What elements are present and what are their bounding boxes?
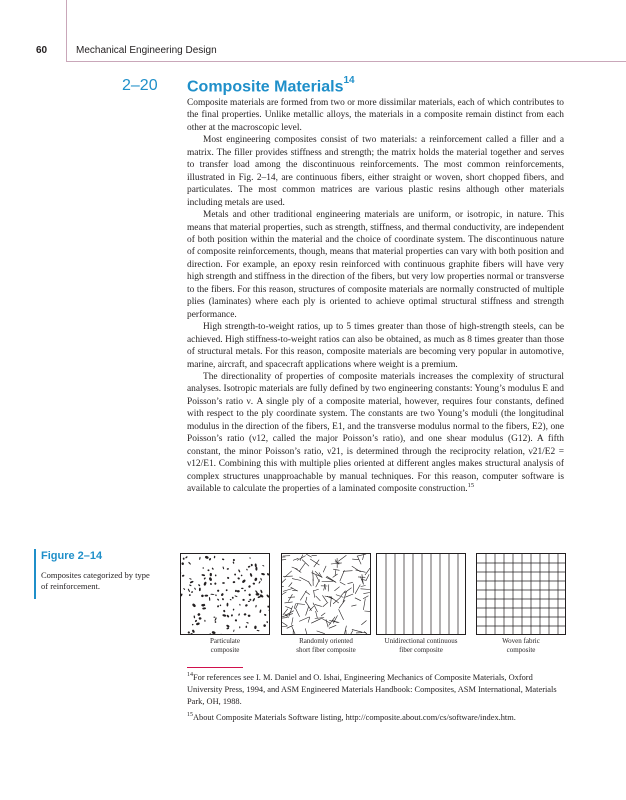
particle [266,594,270,598]
short-fiber [361,589,372,590]
particle [252,582,255,584]
particle [252,598,255,602]
particle [204,620,205,622]
short-fiber [351,605,356,606]
short-fiber [315,618,324,619]
particle [207,569,209,571]
particle [267,605,269,607]
short-fiber [306,606,309,615]
particle [181,572,182,575]
particle [192,629,196,633]
short-fiber [329,625,336,628]
footnote-rule [187,667,243,668]
short-fiber [328,585,329,592]
particle [233,629,235,632]
particle [201,574,205,577]
particle [205,595,209,597]
particle [227,577,230,580]
short-fiber [344,588,351,593]
particle [222,582,225,584]
footnote-text: About Composite Materials Software listing, http://composite.about.com/cs/software/index.htm. [193,712,516,722]
particle [259,609,261,613]
panel-label-line: Woven fabric [502,637,540,645]
particulate-pattern [181,554,270,635]
particle [199,588,201,592]
short-fiber [350,630,353,634]
paragraph: Metals and other traditional engineering materials are uniform, or isotropic, in nature. This means that material properties, such as strength, stiffness, and thermal conductivity, are independent of both position within the material and the choice of coordinate system. The discontinuous nature of composite reinforcements, though, means that material properties can vary with both position and direction. For example, an epoxy resin reinforced with continuous graphite fibers will have very high strength and stiffness in the direction of the fibers, but very low properties normal or transverse to the fibers. For this reason, structures of composite materials are normally constructed of multiple plies (laminates) where each ply is oriented to achieve optimal structural stiffness and strength performance. [187,210,564,320]
short-fiber [288,597,295,598]
short-fiber [289,606,293,617]
particle [210,594,214,595]
particle [201,594,204,597]
particle [188,562,191,565]
short-fiber [292,626,296,635]
particle [210,583,213,586]
particle [248,565,251,567]
footnote-mark: 15 [187,711,193,718]
particle [222,614,226,617]
particle [255,567,257,571]
short-fiber [365,567,371,576]
particle [213,617,215,618]
particle [263,624,266,627]
particle [189,578,192,580]
particle [238,613,240,616]
particle [226,614,229,617]
particle [244,590,246,592]
particle [268,609,270,612]
particle [246,569,248,571]
particle [199,557,201,560]
footnote-mark: 15 [467,481,475,489]
short-fiber [282,618,287,619]
short-fiber [295,569,301,573]
particle [226,627,229,630]
particle [238,569,241,572]
particle [222,566,224,569]
section-number: 2–20 [122,77,158,94]
short-fiber [306,554,312,557]
particle [181,593,183,596]
short-fiber [364,632,371,636]
particle [248,593,251,596]
particle [193,615,195,618]
short-fiber [283,576,293,577]
particle [264,614,267,617]
short-fiber [282,626,287,627]
panel-label-line: short fiber composite [296,646,356,654]
short-fiber [285,606,291,608]
short-fiber [314,589,319,591]
short-fiber [363,596,368,599]
particle [248,601,250,602]
panel-label-woven [461,637,581,655]
short-fiber [294,604,295,609]
particle [256,630,259,632]
panel-label-line: composite [210,646,240,654]
short-fiber [352,566,361,572]
short-fiber [289,583,293,587]
panel-label-line: Particulate [210,637,240,645]
panel-label-line: Randomly oriented [299,637,353,645]
particle [234,595,237,597]
page-number: 60 [36,45,48,56]
short-fiber [315,604,322,606]
panel-label-line: fiber composite [399,646,443,654]
woven-fabric-pattern [477,554,566,635]
unidirectional-fiber-pattern [377,554,466,635]
short-fiber [321,613,325,616]
particle [187,631,190,634]
particle [222,558,225,560]
particle [267,573,270,576]
short-fiber [313,603,318,612]
short-fiber [361,621,366,625]
particle [242,579,247,584]
paragraph: High strength-to-weight ratios, up to 5 times greater than those of high-strength steels, can be achieved. High stiffness-to-weight ratios can also be obtained, as much as 8 times greater than those of structural metals. For this reason, composite materials are becoming very popular in automotive, marine, aircraft, and spacecraft applications where weight is a premium. [187,322,564,370]
particle [246,622,249,624]
short-fiber [341,591,346,596]
short-fiber [366,574,369,580]
particle [254,626,257,630]
short-fiber [288,594,292,601]
particle [209,597,211,601]
short-fiber [339,609,344,620]
short-fiber [323,566,326,572]
short-fiber [282,592,286,598]
short-fiber [348,582,353,583]
paragraph-text: The directionality of properties of composite materials increases the complexity of structural analyses. Isotropic materials are fully defined by two engineering constants: Young’s modulus E and Poisson’s ratio ν. A single ply of a composite material, however, requires four constants, defined with respect to the ply coordinate system. The constants are two Young’s moduli (the longitudinal modulus in the direction of the fibers, E1, and the transverse modulus normal to the fibers, E2), one Poisson’s ratio (ν12, called the major Poisson’s ratio), and one shear modulus (G12). A fifth constant, the minor Poisson’s ratio, ν21, is determined through the reciprocity relation, ν21/E2 = ν12/E1. Combining this with multiple plies oriented at different angles makes structural analysis of complex structures unapproachable by manual techniques. For this reason, computer software is available to calculate the properties of a laminated composite construction. [187,371,564,495]
particle [194,587,196,590]
particle [244,613,247,616]
short-fiber [361,586,366,587]
unidirectional-fiber-composite-illustration [376,553,466,635]
short-fiber [314,590,315,598]
short-fiber [352,629,362,632]
particle [214,617,217,621]
particle [241,588,244,589]
particle [260,590,263,594]
particle [222,598,225,601]
short-fiber [360,577,363,585]
particle [214,582,217,585]
short-fiber [299,617,309,622]
footnote-15 [187,712,567,724]
particle [251,564,253,567]
particle [215,574,217,576]
particle [235,590,238,593]
figure-accent-bar [34,549,36,599]
short-fiber [292,579,301,581]
section-title-footnote-mark: 14 [343,75,355,86]
particle [241,574,243,576]
short-fiber [338,555,346,561]
particle [203,577,206,580]
particle [232,596,235,599]
particle [233,581,236,583]
short-fiber [282,557,285,558]
particle [214,621,216,623]
particle [212,631,216,635]
short-fiber [292,567,298,569]
short-fiber [282,622,287,625]
short-fiber [308,582,311,587]
section-title [187,77,355,96]
short-fiber [316,611,318,618]
header-horizontal-rule [66,61,626,62]
particle [209,577,213,581]
short-fiber [358,556,362,564]
particle [266,621,268,623]
particle [205,555,209,559]
paragraph [187,371,564,496]
short-fiber [292,618,293,625]
short-fiber [323,602,328,607]
header-vertical-rule [66,0,67,62]
particle [231,614,234,617]
footnote-text: For references see I. M. Daniel and O. Ishai, Engineering Mechanics of Composite Materials, Oxford University Press, 1994, and ASM Engineered Materials Handbook: Composites, ASM International, Materials Park, OH, 1988. [187,673,557,707]
short-fiber [296,609,300,617]
particle [190,633,193,635]
short-fiber [285,602,293,603]
particle [237,590,240,593]
short-fiber [339,600,345,608]
particle [183,588,185,590]
particle [217,589,220,592]
particle [209,558,212,561]
panel-label-line: Unidirectional continuous [384,637,458,645]
particle [239,604,241,606]
paragraph: Composite materials are formed from two or more dissimilar materials, each of which contributes to the final properties. Unlike metallic alloys, the materials in a composite remain distinct from each other at the macroscopic level. [187,98,564,133]
particle [189,584,192,586]
short-fiber [316,596,321,601]
short-fiber [334,587,339,591]
particle [192,603,197,608]
short-fiber [335,570,336,576]
particle [203,581,207,586]
short-fiber [310,559,319,565]
short-fiber [311,619,321,624]
particle [197,613,201,617]
short-fiber [295,604,298,609]
particle [256,593,260,596]
particle [248,585,251,588]
particle [211,567,214,570]
particle [260,578,262,581]
short-fiber [355,598,361,601]
short-fiber [326,619,328,627]
particle [183,558,185,560]
particle [189,594,192,597]
particle [192,624,194,626]
particle [191,591,193,593]
woven-fabric-composite-illustration [476,553,566,635]
short-fiber [340,582,345,585]
particle [185,556,188,559]
particle [188,588,191,592]
particle [258,581,261,584]
running-head: Mechanical Engineering Design [76,45,217,56]
particle [221,593,225,597]
particle [202,607,206,609]
particle [181,562,184,565]
short-fiber [345,594,353,597]
paragraph: Most engineering composites consist of two materials: a reinforcement called a filler and a matrix. The filler provides stiffness and strength; the matrix holds the material together and serves to transfer load among the discontinuous reinforcements. The most common reinforcements, illustrated in Fig. 2–14, are continuous fibers, either straight or woven, short chopped fibers, and particulates. The most common matrices are various plastic resins although other materials including metals are used. [187,135,564,208]
short-fiber [333,597,341,604]
figure-caption: Composites categorized by type of reinforcement. [41,570,150,591]
particle [217,598,220,601]
particle [237,577,240,580]
body-text [187,97,564,496]
particle [220,604,222,606]
short-fiber-composite-illustration [281,553,371,635]
particulate-composite-illustration [180,553,270,635]
particle [223,610,226,613]
short-fiber [352,559,359,560]
short-fiber [302,560,309,567]
particle [233,559,236,562]
short-fiber [357,554,366,556]
particle [245,626,247,629]
particle [234,573,237,576]
short-fiber [308,617,310,623]
short-fiber [317,631,325,634]
short-fiber [282,559,286,560]
short-fiber [300,591,306,601]
footnotes [187,672,567,727]
particle [226,589,228,591]
short-fiber [355,585,360,594]
particle [233,608,235,610]
panel-label-line: composite [506,646,536,654]
short-fiber [333,569,339,570]
short-fiber [363,592,370,593]
particle [239,626,240,628]
particle [249,557,250,559]
particle [198,584,201,587]
particle [214,556,216,559]
short-fiber [299,563,305,572]
particle [250,573,253,577]
particle [249,599,252,602]
footnote-mark: 14 [187,672,193,679]
particle [255,563,257,567]
short-fiber-pattern [282,554,371,635]
short-fiber [282,579,286,584]
section-title-text: Composite Materials [187,78,344,96]
particle [215,594,217,596]
short-fiber [336,595,344,598]
particle [182,575,185,578]
particle [254,577,258,581]
short-fiber [348,634,356,635]
short-fiber [314,560,319,567]
particle [196,622,200,626]
short-fiber [283,589,293,592]
particle [199,617,202,620]
short-fiber [305,628,308,635]
particle [262,565,264,567]
particle [226,624,230,628]
particle [227,568,229,570]
particle [190,580,194,583]
figure-label: Figure 2–14 [41,550,103,562]
footnote-14 [187,672,567,709]
particle [230,599,232,601]
particle [218,633,221,635]
short-fiber [305,601,311,611]
particle [195,619,198,622]
short-fiber [340,570,345,581]
particle [227,603,229,607]
particle [245,604,248,607]
particle [217,605,220,608]
particle [255,605,257,608]
particle [242,599,245,601]
short-fiber [364,611,371,612]
particle [202,567,204,568]
particle [232,561,234,564]
particle [261,573,265,576]
short-fiber [306,597,307,603]
short-fiber [363,599,365,610]
particle [235,619,238,622]
particle [248,615,251,617]
particle [210,573,212,576]
particle [209,633,212,635]
short-fiber [299,577,309,582]
